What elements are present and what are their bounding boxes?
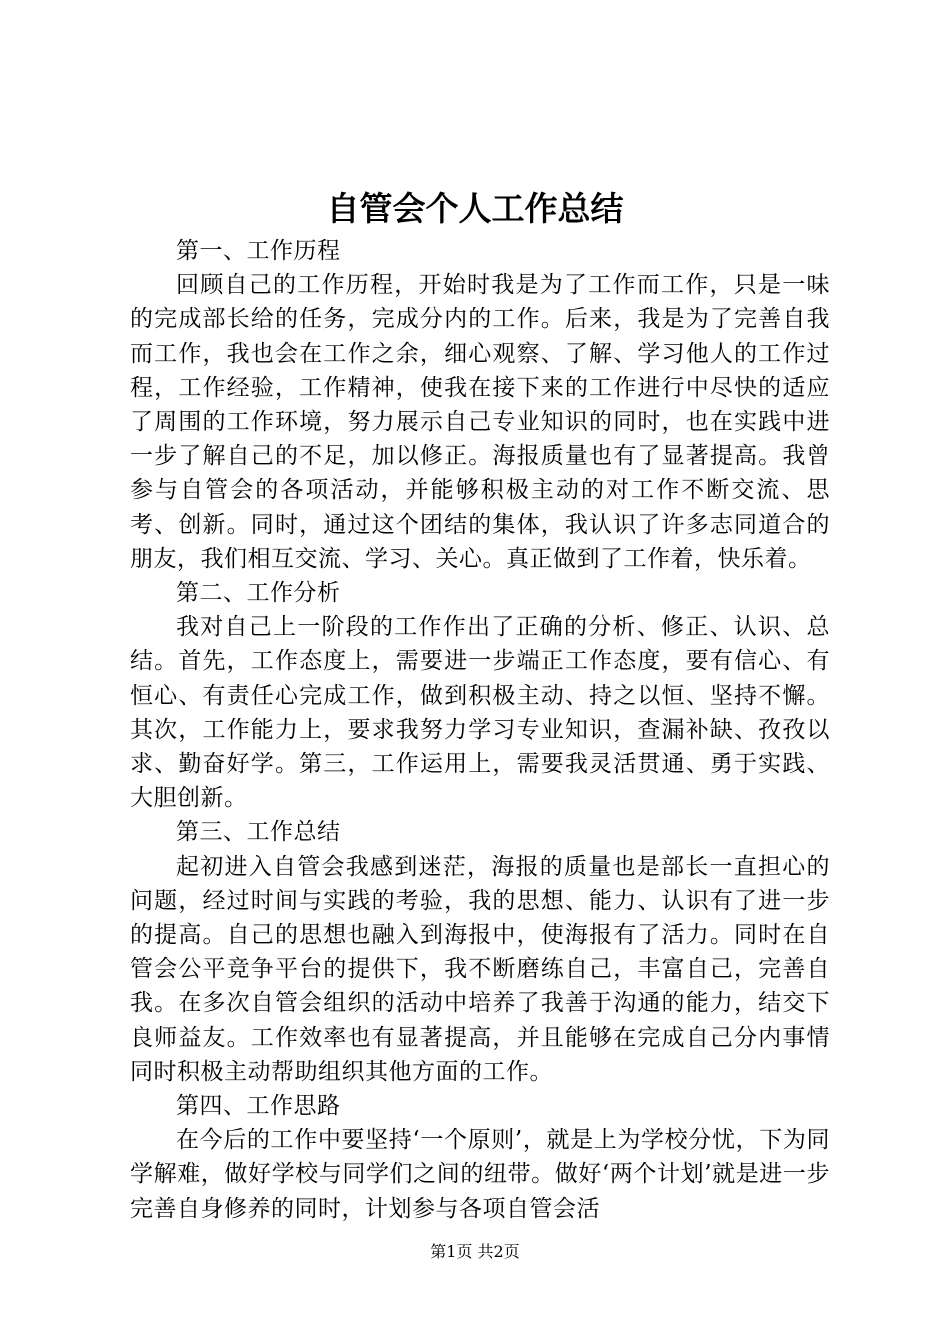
section-paragraph: 回顾自己的工作历程，开始时我是为了工作而工作，只是一味的完成部长给的任务，完成分内的工作。后来，我是为了完善自我而工作，我也会在工作之余，细心观察、了解、学习他人的工作过程，工作经验，工作精神，使我在接下来的工作进行中尽快的适应了周围的工作环境，努力展示自己专业知识的同时，也在实践中进一步了解自己的不足，加以修正。海报质量也有了显著提高。我曾参与自管会的各项活动，并能够积极主动的对工作不断交流、思考、创新。同时，通过这个团结的集体，我认识了许多志同道合的朋友，我们相互交流、学习、关心。真正做到了工作着，快乐着。 [130, 272, 830, 572]
section-paragraph: 在今后的工作中要坚持‘一个原则’，就是上为学校分忧，下为同学解难，做好学校与同学们之间的纽带。做好‘两个计划’就是进一步完善自身修养的同时，计划参与各项自管会活 [130, 1127, 830, 1222]
section-heading: 第一、工作历程 [176, 238, 341, 264]
section-paragraph: 起初进入自管会我感到迷茫，海报的质量也是部长一直担心的问题，经过时间与实践的考验，我的思想、能力、认识有了进一步的提高。自己的思想也融入到海报中，使海报有了活力。同时在自管会公平竞争平台的提供下，我不断磨练自己，丰富自己，完善自我。在多次自管会组织的活动中培养了我善于沟通的能力，结交下良师益友。工作效率也有显著提高，并且能够在完成自己分内事情同时积极主动帮助组织其他方面的工作。 [130, 853, 830, 1085]
section-heading: 第四、工作思路 [176, 1093, 341, 1120]
page-footer: 第1页 共2页 [430, 1242, 520, 1261]
section-heading: 第二、工作分析 [176, 580, 341, 607]
section-heading: 第三、工作总结 [176, 819, 341, 846]
document-title: 自管会个人工作总结 [326, 189, 624, 228]
section-paragraph: 我对自己上一阶段的工作作出了正确的分析、修正、认识、总结。首先，工作态度上，需要进一步端正工作态度，要有信心、有恒心、有责任心完成工作，做到积极主动、持之以恒、坚持不懈。其次，工作能力上，要求我努力学习专业知识，查漏补缺、孜孜以求、勤奋好学。第三，工作运用上，需要我灵活贯通、勇于实践、大胆创新。 [130, 614, 830, 812]
document-body [130, 234, 830, 1226]
